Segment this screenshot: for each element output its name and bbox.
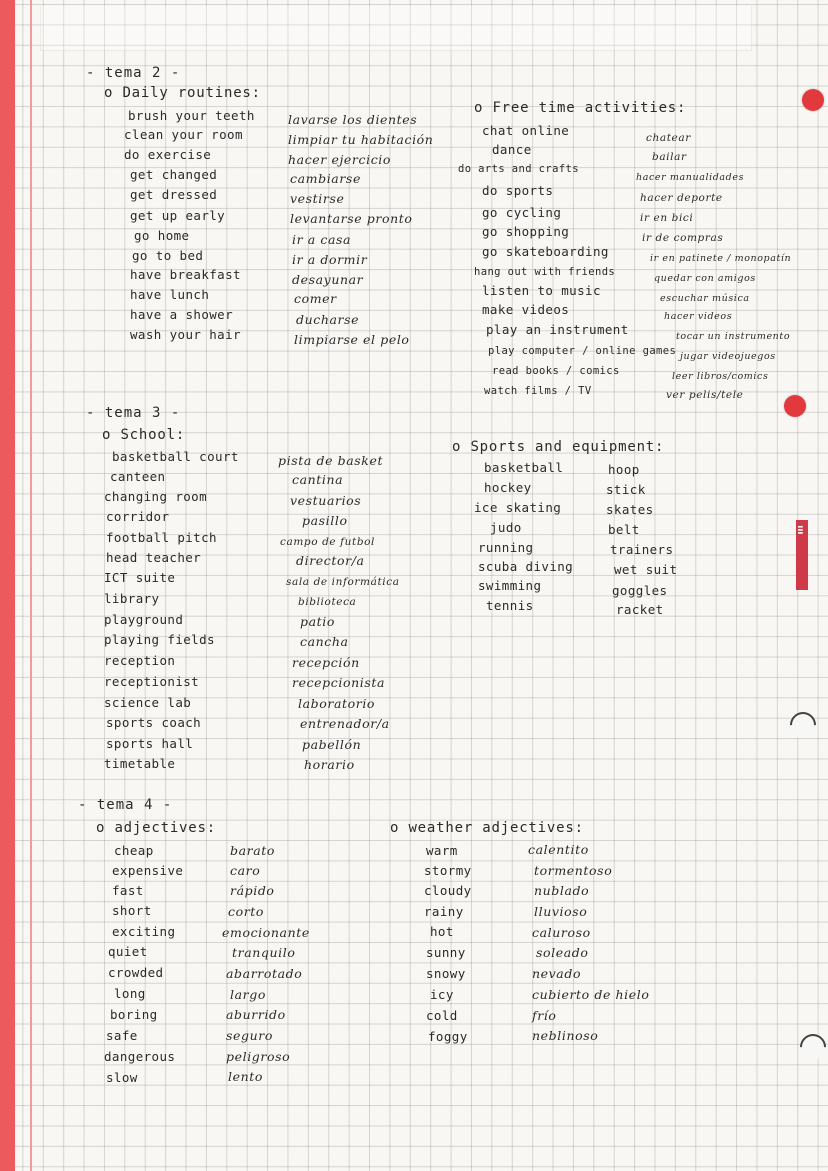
weather-es: nublado — [534, 883, 590, 898]
weather-es: lluvioso — [534, 904, 588, 919]
free-es: hacer videos — [664, 311, 733, 322]
free-es: hacer deporte — [640, 192, 723, 204]
free-en: watch films / TV — [484, 385, 592, 397]
sport-equipment: hoop — [608, 462, 640, 477]
weather-en: foggy — [428, 1029, 468, 1044]
free-es: hacer manualidades — [636, 172, 745, 183]
adjective-en: cheap — [114, 843, 154, 858]
adjective-es: seguro — [226, 1028, 273, 1043]
adjective-es: largo — [230, 987, 266, 1002]
sport-equipment: skates — [606, 502, 654, 517]
school-en: canteen — [110, 469, 166, 484]
school-es: horario — [304, 757, 355, 772]
free-time-title: o Free time activities: — [474, 100, 687, 116]
school-es: laboratorio — [298, 696, 376, 711]
adjective-es: lento — [228, 1069, 263, 1084]
adjective-en: long — [114, 986, 146, 1001]
school-es: biblioteca — [298, 596, 357, 608]
page-fold — [40, 6, 752, 51]
sport-equipment: stick — [606, 482, 646, 497]
free-en: play an instrument — [486, 322, 629, 337]
daily-es: vestirse — [290, 191, 345, 206]
school-en: receptionist — [104, 674, 200, 689]
weather-es: cubierto de hielo — [532, 987, 650, 1002]
free-es: ir en patinete / monopatín — [650, 253, 792, 264]
adjective-es: rápido — [230, 883, 275, 898]
daily-es: lavarse los dientes — [288, 112, 418, 127]
weather-en: stormy — [424, 863, 472, 878]
sport-equipment: goggles — [612, 583, 668, 598]
weather-es: frío — [532, 1008, 557, 1023]
daily-en: get changed — [130, 167, 218, 182]
daily-es: ir a casa — [292, 232, 352, 247]
free-es: tocar un instrumento — [676, 331, 791, 342]
weather-en: rainy — [424, 904, 464, 919]
adjective-en: short — [112, 903, 152, 918]
sport-equipment: racket — [616, 602, 664, 617]
sport-name: basketball — [484, 460, 564, 475]
section-heading-tema-2: - tema 2 - — [86, 65, 181, 81]
weather-en: hot — [430, 924, 454, 939]
weather-en: snowy — [426, 966, 466, 981]
daily-en: get up early — [130, 208, 226, 223]
sport-name: swimming — [478, 578, 542, 593]
daily-en: have breakfast — [130, 267, 241, 282]
weather-es: soleado — [536, 945, 589, 960]
adjective-en: exciting — [112, 924, 176, 939]
school-es: director/a — [296, 553, 365, 568]
weather-es: caluroso — [532, 925, 591, 940]
school-en: science lab — [104, 695, 192, 710]
daily-es: cambiarse — [290, 171, 361, 186]
adjective-es: caro — [230, 863, 261, 878]
free-en: go shopping — [482, 224, 570, 239]
school-es: pabellón — [302, 737, 362, 752]
school-es: vestuarios — [290, 493, 362, 508]
adjective-en: safe — [106, 1028, 138, 1043]
school-en: corridor — [106, 509, 170, 524]
sport-name: ice skating — [474, 500, 562, 515]
daily-en: do exercise — [124, 147, 212, 162]
page-tab: ▌▌▌ — [796, 520, 808, 590]
free-es: jugar videojuegos — [680, 351, 776, 362]
school-es: pasillo — [302, 513, 348, 528]
weather-en: sunny — [426, 945, 466, 960]
adjective-es: barato — [230, 843, 276, 858]
adjective-es: peligroso — [226, 1049, 291, 1064]
sport-name: scuba diving — [478, 559, 574, 574]
free-en: go cycling — [482, 205, 562, 220]
adjective-en: dangerous — [104, 1049, 176, 1064]
free-es: ir de compras — [642, 232, 724, 244]
adjective-en: boring — [110, 1007, 158, 1022]
weather-en: cloudy — [424, 883, 472, 898]
free-en: read books / comics — [492, 365, 620, 377]
school-en: library — [104, 591, 160, 606]
weather-es: calentito — [528, 842, 589, 857]
section-heading-tema-4: - tema 4 - — [78, 797, 173, 813]
free-es: bailar — [652, 151, 687, 163]
weather-en: icy — [430, 987, 454, 1002]
adjective-es: aburrido — [226, 1007, 286, 1022]
free-es: leer libros/comics — [672, 371, 769, 382]
weather-es: nevado — [532, 966, 582, 981]
binder-hole-icon — [784, 395, 806, 417]
free-en: hang out with friends — [474, 266, 616, 278]
free-en: make videos — [482, 302, 570, 317]
sport-name: judo — [490, 520, 522, 535]
free-en: do arts and crafts — [458, 163, 579, 175]
binder-hole-icon — [802, 89, 824, 111]
daily-es: ir a dormir — [292, 252, 368, 267]
sport-name: running — [478, 540, 534, 555]
free-es: quedar con amigos — [654, 273, 756, 284]
sport-name: tennis — [486, 598, 534, 613]
free-en: play computer / online games — [488, 345, 677, 357]
weather-en: cold — [426, 1008, 458, 1023]
daily-routines-title: o Daily routines: — [104, 85, 261, 101]
school-en: sports hall — [106, 736, 194, 751]
daily-es: levantarse pronto — [290, 211, 413, 226]
school-en: basketball court — [112, 449, 239, 464]
school-en: football pitch — [106, 530, 217, 545]
school-es: cancha — [300, 634, 349, 649]
daily-es: limpiar tu habitación — [288, 132, 434, 147]
margin-line — [30, 0, 32, 1171]
free-en: go skateboarding — [482, 244, 609, 259]
daily-en: go home — [134, 228, 190, 243]
adjective-en: fast — [112, 883, 144, 898]
daily-es: ducharse — [296, 312, 360, 327]
school-en: playing fields — [104, 632, 215, 647]
school-es: patio — [300, 614, 336, 629]
school-en: head teacher — [106, 550, 202, 565]
free-en: do sports — [482, 183, 554, 198]
free-en: dance — [492, 142, 532, 157]
free-en: listen to music — [482, 283, 601, 298]
adjective-es: abarrotado — [226, 966, 303, 981]
daily-en: brush your teeth — [128, 108, 255, 123]
free-es: ir en bici — [640, 212, 694, 224]
daily-en: have lunch — [130, 287, 210, 302]
school-en: changing room — [104, 489, 208, 504]
daily-es: desayunar — [292, 272, 364, 287]
school-es: pista de basket — [278, 453, 384, 468]
sport-equipment: wet suit — [614, 562, 678, 577]
school-es: campo de futbol — [280, 536, 376, 548]
binder-hole-icon — [795, 1029, 828, 1066]
school-es: recepcionista — [292, 675, 386, 690]
school-en: playground — [104, 612, 184, 627]
sport-name: hockey — [484, 480, 532, 495]
school-en: ICT suite — [104, 570, 176, 585]
free-en: chat online — [482, 123, 570, 138]
section-heading-tema-3: - tema 3 - — [86, 405, 181, 421]
school-en: timetable — [104, 756, 176, 771]
free-es: escuchar música — [660, 293, 750, 304]
sport-equipment: trainers — [610, 542, 674, 557]
adjective-en: crowded — [108, 965, 164, 980]
daily-en: go to bed — [132, 248, 204, 263]
school-es: entrenador/a — [300, 716, 390, 731]
school-es: sala de informática — [286, 576, 400, 588]
sport-equipment: belt — [608, 522, 640, 537]
school-title: o School: — [102, 427, 186, 443]
weather-adjectives-title: o weather adjectives: — [390, 820, 584, 836]
free-es: chatear — [646, 132, 691, 144]
adjective-es: tranquilo — [232, 945, 296, 960]
daily-es: hacer ejercicio — [288, 152, 392, 167]
daily-en: have a shower — [130, 307, 234, 322]
school-es: cantina — [292, 472, 344, 487]
adjectives-title: o adjectives: — [96, 820, 216, 836]
adjective-en: expensive — [112, 863, 184, 878]
adjective-en: slow — [106, 1070, 138, 1085]
adjective-en: quiet — [108, 944, 148, 959]
adjective-es: corto — [228, 904, 265, 919]
daily-es: limpiarse el pelo — [294, 332, 410, 347]
free-es: ver pelis/tele — [666, 389, 744, 401]
adjective-es: emocionante — [222, 925, 310, 940]
sports-equipment-title: o Sports and equipment: — [452, 439, 665, 455]
daily-es: comer — [294, 291, 337, 306]
weather-en: warm — [426, 843, 458, 858]
daily-en: get dressed — [130, 187, 218, 202]
weather-es: neblinoso — [532, 1028, 599, 1043]
weather-es: tormentoso — [534, 863, 613, 878]
school-es: recepción — [292, 655, 360, 670]
school-en: reception — [104, 653, 176, 668]
binder-hole-icon — [785, 707, 822, 744]
daily-en: wash your hair — [130, 327, 241, 342]
red-margin-strip — [0, 0, 15, 1171]
school-en: sports coach — [106, 715, 202, 730]
daily-en: clean your room — [124, 127, 243, 142]
